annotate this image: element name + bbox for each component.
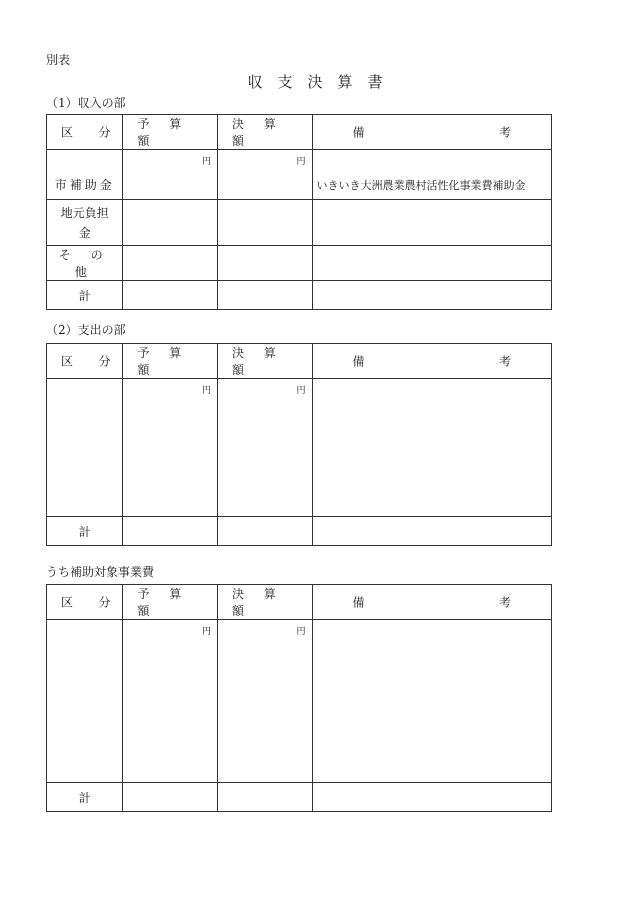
row-category: 地元負担 金: [47, 200, 123, 246]
table-row: [47, 246, 552, 281]
title-char: 算: [337, 73, 353, 91]
settlement-cell: [218, 783, 313, 812]
subsidy-header-row: [47, 585, 552, 620]
column-header-budget: 予 算 額: [123, 585, 218, 620]
note-cell: [312, 281, 551, 310]
row-category: [47, 620, 123, 783]
income-heading: （1）収入の部: [46, 96, 126, 110]
settlement-cell: 円: [218, 620, 313, 783]
budget-cell: [123, 517, 218, 546]
column-header-budget: 予 算 額: [123, 344, 218, 379]
row-category: そ の 他: [47, 246, 123, 281]
total-row: [47, 281, 552, 310]
total-label: 計: [47, 783, 123, 812]
settlement-cell: 円: [218, 150, 313, 200]
table-row: [47, 200, 552, 246]
subsidy-heading: うち補助対象事業費: [46, 565, 155, 579]
budget-cell: [123, 281, 218, 310]
column-header-budget: 予 算 額: [123, 115, 218, 150]
total-label: 計: [47, 281, 123, 310]
budget-cell: 円: [123, 620, 218, 783]
column-header-note: 備 考: [312, 344, 551, 379]
subsidy-table: [46, 584, 552, 812]
note-cell: [312, 783, 551, 812]
column-header-category: 区 分: [47, 344, 123, 379]
column-header-note: 備 考: [312, 115, 551, 150]
table-row: [47, 620, 552, 783]
column-header-category: 区 分: [47, 115, 123, 150]
column-header-settlement: 決 算 額: [218, 585, 313, 620]
note-cell: いきいき大洲農業農村活性化事業費補助金: [312, 150, 551, 200]
column-header-settlement: 決 算 額: [218, 115, 313, 150]
title-char: 決: [307, 73, 323, 91]
row-category: 市補助金: [47, 150, 123, 200]
column-header-note: 備 考: [312, 585, 551, 620]
note-cell: [312, 246, 551, 281]
expense-header-row: [47, 344, 552, 379]
column-header-category: 区 分: [47, 585, 123, 620]
settlement-cell: 円: [218, 379, 313, 517]
table-row: [47, 150, 552, 200]
income-header-row: [47, 115, 552, 150]
note-cell: [312, 379, 551, 517]
total-row: [47, 517, 552, 546]
total-label: 計: [47, 517, 123, 546]
title-char: 書: [367, 73, 383, 91]
budget-cell: [123, 783, 218, 812]
budget-cell: [123, 246, 218, 281]
settlement-cell: [218, 200, 313, 246]
title-char: 支: [277, 73, 293, 91]
appendix-label: 別表: [46, 53, 71, 67]
column-header-settlement: 決 算 額: [218, 344, 313, 379]
expense-table: [46, 343, 552, 546]
note-cell: [312, 620, 551, 783]
note-cell: [312, 200, 551, 246]
budget-cell: 円: [123, 379, 218, 517]
income-table: [46, 114, 552, 310]
budget-cell: 円: [123, 150, 218, 200]
row-category: [47, 379, 123, 517]
settlement-cell: [218, 281, 313, 310]
total-row: [47, 783, 552, 812]
title-char: 収: [247, 73, 263, 91]
note-cell: [312, 517, 551, 546]
settlement-cell: [218, 246, 313, 281]
budget-cell: [123, 200, 218, 246]
table-row: [47, 379, 552, 517]
expense-heading: （2）支出の部: [46, 323, 126, 337]
settlement-cell: [218, 517, 313, 546]
page-title: [0, 71, 630, 92]
